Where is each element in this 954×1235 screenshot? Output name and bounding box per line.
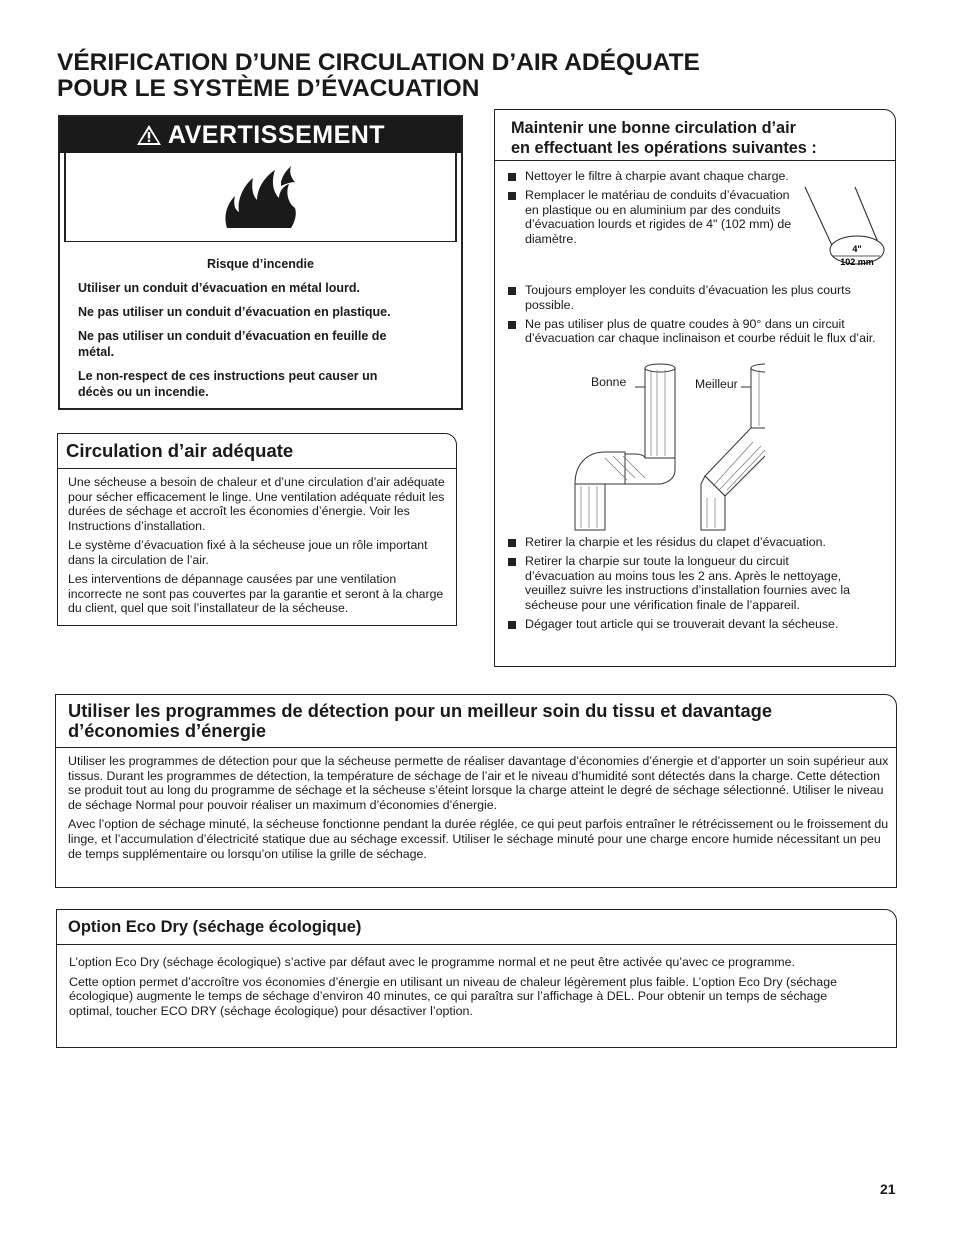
duct-label-inches: 4" — [852, 244, 862, 254]
warning-header-text: AVERTISSEMENT — [167, 120, 386, 149]
eco-dry-body — [57, 945, 896, 1018]
detection-title-line-1: Utiliser les programmes de détection pour un meilleur soin du tissu et davantage — [68, 700, 772, 721]
list-item: Retirer la charpie et les résidus du clapet d’évacuation. — [495, 535, 890, 550]
detection-title — [56, 695, 896, 748]
elbow-diagram — [565, 360, 765, 535]
maintain-list-mid — [495, 283, 890, 350]
warning-subtitle: Risque d’incendie — [207, 257, 314, 271]
warning-header — [60, 117, 461, 153]
maintain-list-top — [495, 169, 795, 251]
maintain-title-line-1: Maintenir une bonne circulation d’air — [511, 119, 796, 137]
circulation-paragraph: Les interventions de dépannage causées par une ventilation incorrecte ne sont pas couvertes par la garantie et seront à la charge du client, quel que soit l’installateur de la sécheuse. — [68, 572, 444, 615]
label-better: Meilleur — [695, 377, 738, 391]
list-item: Ne pas utiliser plus de quatre coudes à 90° dans un circuit d’évacuation car chaque inclinaison et courbe réduit le flux d’air. — [495, 317, 890, 347]
page-title-line-1: VÉRIFICATION D’UNE CIRCULATION D’AIR ADÉQUATE — [57, 49, 700, 76]
fire-icon — [64, 153, 457, 242]
warning-line: Le non-respect de ces instructions peut causer un décès ou un incendie. — [78, 369, 378, 399]
circulation-body — [58, 469, 456, 616]
warning-line: Ne pas utiliser un conduit d’évacuation en feuille de métal. — [78, 329, 387, 359]
maintain-title — [495, 110, 895, 161]
duct-diameter-diagram — [800, 182, 895, 277]
detection-paragraph: Avec l’option de séchage minuté, la sécheuse fonctionne pendant la durée réglée, ce qui peut parfois entraîner le rétrécissement ou le froissement du linge, et l’accumulation d’électricité statique due au séchage excessif. Utiliser le séchage minuté pour une charge encore humide nécessitant un peu de temps supplémentaire ou lorsqu’on utilise la grille de séchage. — [68, 817, 889, 861]
list-item: Dégager tout article qui se trouverait devant la sécheuse. — [495, 617, 890, 632]
list-item: Toujours employer les conduits d’évacuation les plus courts possible. — [495, 283, 890, 313]
maintain-list-bottom — [495, 535, 890, 636]
detection-body — [56, 748, 896, 861]
warning-box — [58, 115, 463, 410]
maintain-section — [494, 109, 896, 667]
list-item: Remplacer le matériau de conduits d’évacuation en plastique ou en aluminium par des conduits d’évacuation lourds et rigides de 4" (102 mm) de diamètre. — [495, 188, 795, 247]
circulation-paragraph: Une sécheuse a besoin de chaleur et d’une circulation d’air adéquate pour sécher efficacement le linge. Une ventilation adéquate réduit les durées de séchage et accroît les économies d’énergie. Voir les Instructions d’installation. — [68, 475, 445, 533]
maintain-title-line-2: en effectuant les opérations suivantes : — [511, 139, 817, 157]
circulation-paragraph: Le système d’évacuation fixé à la sécheuse joue un rôle important dans la circulation de l’air. — [68, 538, 428, 567]
detection-paragraph: Utiliser les programmes de détection pour que la sécheuse permette de réaliser davantage d’économies d’énergie et d’apporter un soin supérieur aux tissus. Durant les programmes de détection, la température de séchage de l’air et le niveau d’humidité sont détectés dans la charge. Cette détection se produit tout au long du programme de séchage et la sécheuse s’éteint lorsque la charge atteint le degré de séchage sélectionné. Utiliser le niveau de séchage Normal pour pouvoir réaliser un maximum d’économies d’énergie. — [68, 754, 889, 812]
detection-title-line-2: d’économies d’énergie — [68, 720, 267, 741]
warning-triangle-icon — [136, 124, 162, 146]
eco-dry-paragraph: L’option Eco Dry (séchage écologique) s’active par défaut avec le programme normal et ne peut être activée qu’avec ce programme. — [69, 955, 795, 969]
duct-label-mm: 102 mm — [840, 257, 874, 267]
list-item: Retirer la charpie sur toute la longueur du circuit d’évacuation au moins tous les 2 ans. Après le nettoyage, veuillez suivre les instructions d’installation fournies avec la sécheuse pour une vérification finale de l’appareil. — [495, 554, 890, 613]
circulation-section — [57, 433, 457, 626]
warning-line: Ne pas utiliser un conduit d’évacuation en plastique. — [78, 305, 391, 319]
page-number: 21 — [880, 1181, 896, 1197]
detection-section — [55, 694, 897, 888]
eco-dry-section — [56, 909, 897, 1048]
page-title — [57, 50, 897, 102]
eco-dry-paragraph: Cette option permet d’accroître vos économies d’énergie en utilisant un niveau de chaleur légèrement plus faible. L’option Eco Dry (séchage écologique) augmente le temps de séchage d’environ 40 minutes, ce qui paraîtra sur l’affichage à DEL. Pour obtenir un temps de séchage optimal, toucher ECO DRY (séchage écologique) pour désactiver l’option. — [69, 974, 837, 1018]
page-title-line-2: POUR LE SYSTÈME D’ÉVACUATION — [57, 75, 480, 102]
eco-dry-title: Option Eco Dry (séchage écologique) — [57, 910, 896, 945]
label-good: Bonne — [591, 375, 627, 389]
list-item: Nettoyer le filtre à charpie avant chaque charge. — [495, 169, 795, 184]
warning-line: Utiliser un conduit d’évacuation en métal lourd. — [78, 281, 360, 295]
warning-body — [60, 242, 461, 400]
circulation-title: Circulation d’air adéquate — [58, 434, 456, 469]
